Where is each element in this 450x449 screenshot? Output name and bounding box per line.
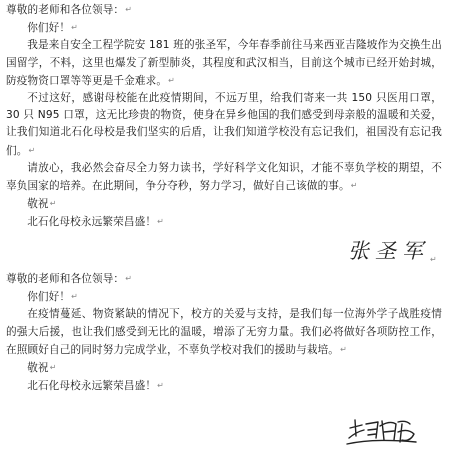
- paragraph-mark-icon: ↵: [71, 292, 79, 302]
- paragraph-mark-icon: ↵: [340, 344, 347, 354]
- body-paragraph-1: 我是来自安全工程学院安 181 班的张圣军，今年春季前往马来西亚吉隆坡作为交换生出国留学，不料，这里也爆发了新型肺炎，其程度和武汉相当，目前这个城市已经开始封城，防疫物资口罩等等更是千金难求。↵: [6, 39, 442, 87]
- paragraph-mark-icon: ↵: [430, 255, 437, 264]
- salutation: 尊敬的老师和各位领导：↵: [6, 273, 133, 285]
- closing-wish: 北石化母校永远繁荣昌盛！↵: [27, 216, 164, 229]
- salutation: 尊敬的老师和各位领导：↵: [6, 4, 133, 16]
- body-paragraph-1: 在疫情蔓延、物资紧缺的情况下，校方的关爱与支持，是我们每一位海外学子战胜疫情的强大后援，也让我们感受到无比的温暖，增添了无穷力量。我们必将做好各项防控工作，在照顾好自己的同时努力完成学业，不辜负学校对我们的援助与栽培。↵: [6, 308, 442, 356]
- greeting: 你们好！↵: [27, 22, 79, 35]
- paragraph-mark-icon: ↵: [71, 23, 79, 33]
- closing-wish: 北石化母校永远繁荣昌盛！↵: [27, 380, 164, 393]
- body-paragraph-3: 请放心，我必然会奋尽全力努力读书，学好科学文化知识，才能不辜负学校的期望，不辜负国家的培养。在此期间，争分夺秒，努力学习，做好自己该做的事。↵: [6, 161, 442, 193]
- body-paragraph-2: 不过这好，感谢母校能在此疫情期间，不远万里，给我们寄来一共 150 只医用口罩，30 只 N95 口罩，这无比珍贵的物资，使身在异乡他国的我们感受到母亲般的温暖和关爱，让我们知道北石化母校是我们坚实的后盾，让我们知道学校没有忘记我们，祖国没有忘记我们。↵: [6, 92, 442, 157]
- closing: 敬祝↵: [27, 198, 57, 211]
- signature-image-2: [344, 416, 420, 448]
- paragraph-mark-icon: ↵: [125, 274, 133, 283]
- greeting: 你们好！↵: [27, 291, 79, 304]
- paragraph-mark-icon: ↵: [157, 381, 164, 391]
- letter-2: [6, 270, 442, 395]
- paragraph-mark-icon: ↵: [350, 181, 358, 191]
- signature-text: 张圣军: [348, 239, 429, 263]
- paragraph-mark-icon: ↵: [49, 363, 57, 373]
- letter-1: [6, 1, 442, 232]
- paragraph-mark-icon: ↵: [125, 5, 133, 14]
- paragraph-mark-icon: ↵: [168, 75, 176, 85]
- signature-image-1: [344, 232, 437, 266]
- closing: 敬祝↵: [27, 362, 57, 375]
- paragraph-mark-icon: ↵: [28, 145, 36, 155]
- paragraph-mark-icon: ↵: [49, 199, 57, 209]
- paragraph-mark-icon: ↵: [157, 217, 164, 227]
